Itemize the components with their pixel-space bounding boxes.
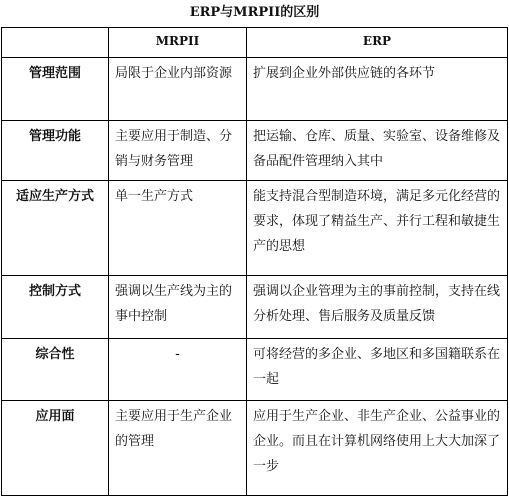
mrpii-cell: 单一生产方式 — [109, 181, 247, 276]
row-label: 控制方式 — [2, 276, 109, 339]
mrpii-cell: - — [109, 339, 247, 401]
table-title: ERP与MRPII的区别 — [189, 5, 320, 20]
erp-cell: 可将经营的多企业、多地区和多国籍联系在一起 — [247, 339, 508, 401]
comparison-table — [1, 27, 508, 496]
table-row — [2, 181, 508, 276]
row-label: 管理功能 — [2, 121, 109, 181]
row-label: 管理范围 — [2, 58, 109, 121]
erp-cell: 把运输、仓库、质量、实验室、设备维修及备品配件管理纳入其中 — [247, 121, 508, 181]
table-row — [2, 339, 508, 401]
table-header-row — [2, 28, 508, 58]
mrpii-cell: 主要应用于制造、分销与财务管理 — [109, 121, 247, 181]
row-label: 综合性 — [2, 339, 109, 401]
header-cell-empty — [2, 28, 109, 58]
erp-cell: 强调以企业管理为主的事前控制，支持在线分析处理、售后服务及质量反馈 — [247, 276, 508, 339]
mrpii-cell: 局限于企业内部资源 — [109, 58, 247, 121]
erp-cell: 能支持混合型制造环境，满足多元化经营的要求，体现了精益生产、并行工程和敏捷生产的思想 — [247, 181, 508, 276]
row-label: 适应生产方式 — [2, 181, 109, 276]
header-cell-erp: ERP — [247, 28, 508, 58]
row-label: 应用面 — [2, 401, 109, 496]
erp-cell: 扩展到企业外部供应链的各环节 — [247, 58, 508, 121]
erp-cell: 应用于生产企业、非生产企业、公益事业的企业。而且在计算机网络使用上大大加深了一步 — [247, 401, 508, 496]
table-row — [2, 401, 508, 496]
header-cell-mrpii: MRPII — [109, 28, 247, 58]
table-row — [2, 121, 508, 181]
mrpii-cell: 强调以生产线为主的事中控制 — [109, 276, 247, 339]
mrpii-cell: 主要应用于生产企业的管理 — [109, 401, 247, 496]
table-row — [2, 58, 508, 121]
table-row — [2, 276, 508, 339]
